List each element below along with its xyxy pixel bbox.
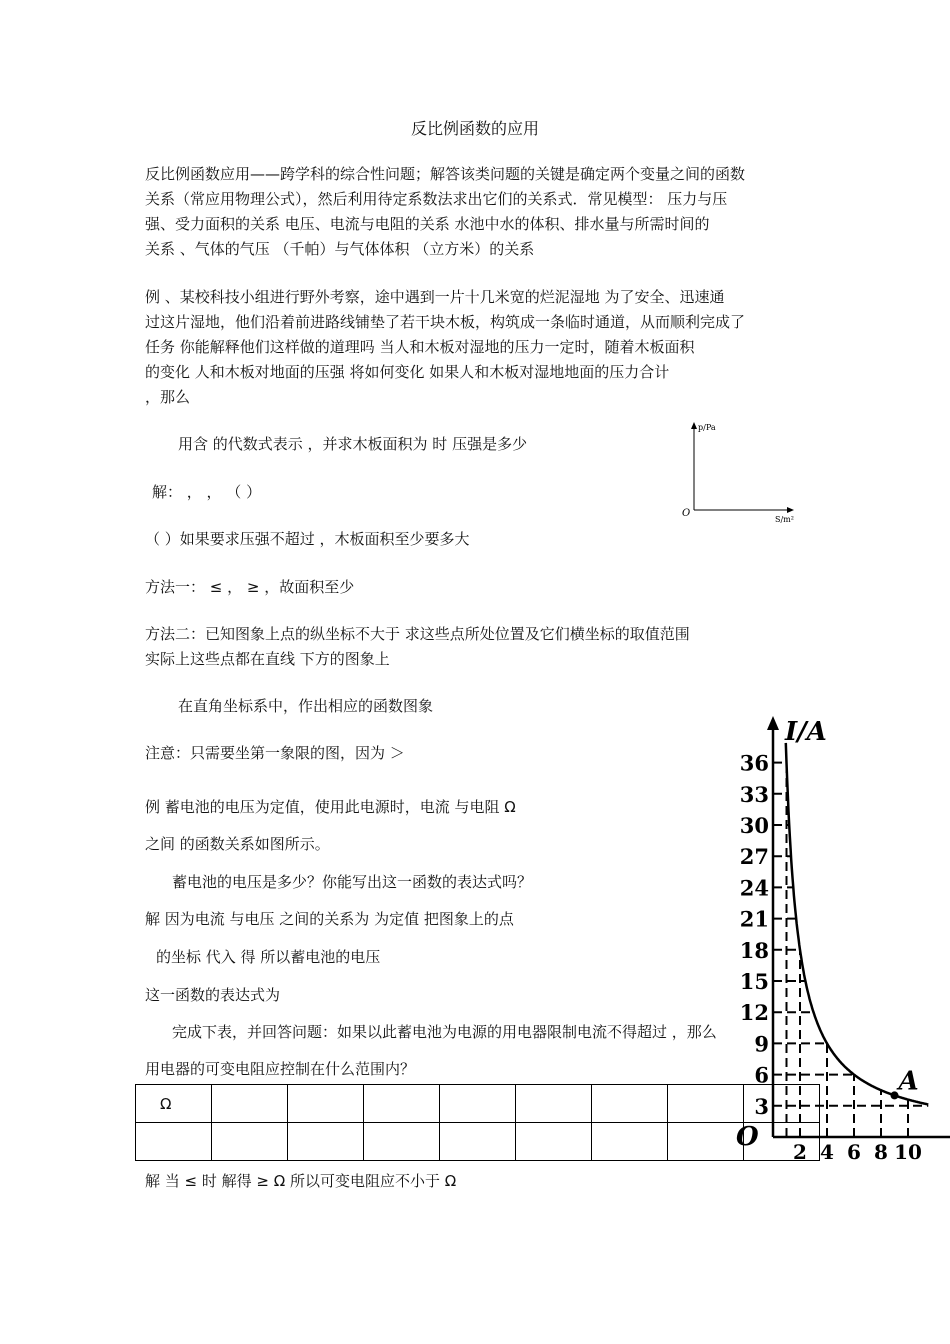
example1-line: 例 、某校科技小组进行野外考察，途中遇到一片十几米宽的烂泥湿地 为了安全、迅速通 [145,288,725,306]
question-2: （ ）如果要求压强不超过 ，木板面积至少要多大 [145,530,470,548]
point-a-label: A [898,1066,919,1097]
x-tick-label: 2 [793,1140,807,1164]
y-tick-label: 33 [739,781,769,807]
y-tick-label: 3 [754,1093,769,1119]
x-tick-label: 6 [847,1140,861,1164]
table-cell [440,1085,516,1123]
page-title: 反比例函数的应用 [410,119,539,138]
table-cell [288,1123,364,1161]
small-x-arrow [787,507,794,513]
table-cell [440,1123,516,1161]
y-tick-label: 24 [739,875,769,901]
y-tick-label: 12 [739,1000,769,1026]
question-3: 蓄电池的电压是多少？你能写出这一函数的表达式吗？ [172,873,533,891]
current-resistance-chart [735,712,950,1166]
intro-line: 反比例函数应用——跨学科的综合性问题；解答该类问题的关键是确定两个变量之间的函数 [145,165,746,183]
table-row [136,1123,820,1161]
y-axis-label: I/A [785,717,827,747]
solution2-line: 解 因为电流 与电压 之间的关系为 为定值 把图象上的点 [145,910,514,928]
complete-line: 用电器的可变电阻应控制在什么范围内？ [145,1060,416,1078]
table-cell [364,1123,440,1161]
x-tick-label: 10 [894,1140,922,1164]
table-cell [592,1123,668,1161]
intro-line: 关系（常应用物理公式），然后利用待定系数法求出它们的关系式．常见模型： 压力与压 [145,190,728,208]
pressure-area-axes [680,420,810,530]
example1-line: 过这片湿地，他们沿着前进路线铺垫了若干块木板，构筑成一条临时通道，从而顺利完成了 [145,313,746,331]
table-cell [592,1085,668,1123]
resistance-current-table [135,1084,820,1161]
intro-line: 强、受力面积的关系 电压、电流与电阻的关系 水池中水的体积、排水量与所需时间的 [145,215,710,233]
table-cell [364,1085,440,1123]
solution2-line: 的坐标 代入 得 所以蓄电池的电压 [156,948,381,966]
table-row [136,1085,820,1123]
y-tick-label: 27 [739,844,769,870]
y-tick-label: 21 [739,906,769,932]
final-answer: 解 当 ≤ 时 解得 ≥ Ω 所以可变电阻应不小于 Ω [145,1172,457,1190]
y-tick-label: 36 [739,750,769,776]
small-origin-label: O [682,508,691,519]
method-two-line: 实际上这些点都在直线 下方的图象上 [145,650,390,668]
point-a-marker [891,1091,899,1099]
table-cell [668,1085,744,1123]
y-tick-label: 9 [754,1031,769,1057]
table-cell [212,1123,288,1161]
y-tick-label: 6 [754,1062,769,1088]
method-one: 方法一： ≤ ， ≥ ，故面积至少 [145,578,355,596]
series-curve [786,743,929,1105]
origin-label: O [736,1122,759,1152]
small-y-label: p/Pa [698,423,716,432]
x-tick-label: 4 [820,1140,834,1164]
x-tick-label: 8 [874,1140,888,1164]
complete-line: 完成下表，并回答问题：如果以此蓄电池为电源的用电器限制电流不得超过 ，那么 [172,1023,717,1041]
y-tick-label: 30 [739,813,769,838]
y-axis-arrow [767,716,779,730]
y-tick-label: 15 [739,969,769,994]
table-cell [212,1085,288,1123]
table-cell [136,1123,212,1161]
note-line: 注意：只需要坐第一象限的图，因为 ＞ [145,744,405,762]
example1-line: 的变化 人和木板对地面的压强 将如何变化 如果人和木板对湿地地面的压力合计 [145,363,670,381]
table-cell [668,1123,744,1161]
table-cell [516,1085,592,1123]
table-cell: Ω [136,1085,212,1123]
question-1: 用含 的代数式表示 ，并求木板面积为 时 压强是多少 [178,435,528,453]
table-cell [288,1085,364,1123]
small-y-arrow [691,422,697,429]
example2-line: 之间 的函数关系如图所示。 [145,835,330,853]
draw-instruction: 在直角坐标系中，作出相应的函数图象 [178,697,434,715]
example2-line: 例 蓄电池的电压为定值，使用此电源时，电流 与电阻 Ω [145,798,516,816]
table-cell [516,1123,592,1161]
example1-line: 任务 你能解释他们这样做的道理吗 当人和木板对湿地的压力一定时，随着木板面积 [145,338,695,356]
solution2-line: 这一函数的表达式为 [145,986,281,1004]
example1-line: ，那么 [145,388,191,406]
small-x-label: S/m² [775,515,794,524]
intro-line: 关系 、气体的气压 （千帕）与气体体积 （立方米）的关系 [145,240,535,258]
solution-line: 解： ， ， （ ） [152,483,262,501]
y-tick-label: 18 [739,937,769,963]
method-two-line: 方法二：已知图象上点的纵坐标不大于 求这些点所处位置及它们横坐标的取值范围 [145,625,690,643]
